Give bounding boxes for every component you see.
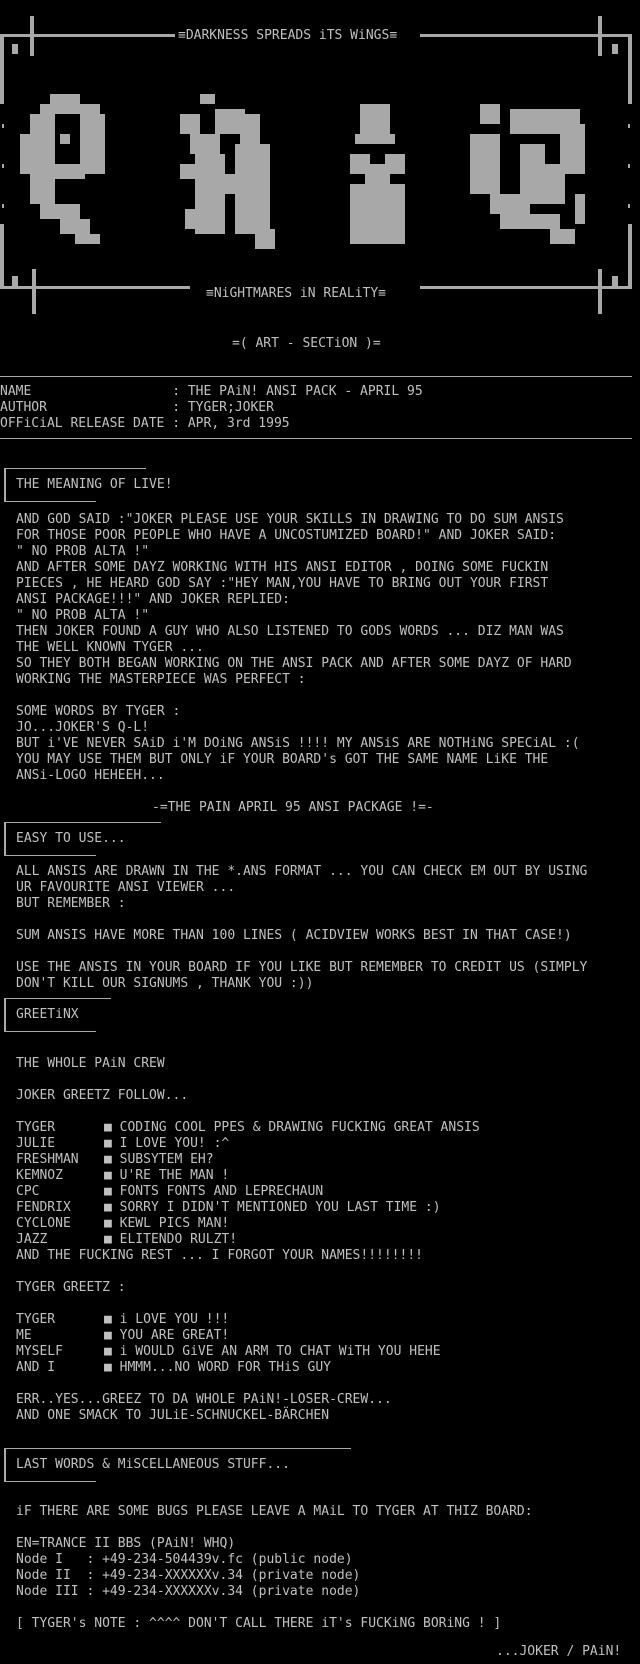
greet-msg: KEWL PICS MAN! [119,1216,230,1231]
logo-frame [0,14,632,314]
greet-row [16,1360,480,1376]
text-line: ERR..YES...GREEZ TO DA WHOLE PAiN!-LOSER-CREW... [16,1392,392,1407]
text-line: BUT REMEMBER : [16,896,126,911]
tyger-greetz-list [16,1312,480,1376]
section1-body [16,512,580,784]
greet-name: JULIE [16,1136,56,1151]
greet-msg: I LOVE YOU! :^ [119,1136,230,1151]
greet-row [16,1152,480,1168]
text-line [16,688,580,704]
section-heading: =( ART - SECTiON )= [232,336,381,351]
bullet-icon: ■ [104,1328,120,1343]
greet-name: ME [16,1328,32,1343]
greet-msg: HMMM...NO WORD FOR THiS GUY [119,1360,331,1375]
bullet-icon: ■ [104,1344,120,1359]
greet-msg: i LOVE YOU !!! [119,1312,230,1327]
letter-i [350,104,405,244]
section3-body [16,1056,480,1424]
greet-row [16,1120,480,1136]
bullet-icon: ■ [104,1360,120,1375]
greet-row [16,1216,480,1232]
info-value: : TYGER;JOKER [172,400,274,415]
joker-greetz-list [16,1120,480,1248]
letter-n [470,104,585,244]
section-title: THE MEANING OF LIVE! [16,477,173,492]
greet-row [16,1184,480,1200]
bullet-icon: ■ [104,1168,120,1183]
greet-name: JAZZ [16,1232,48,1247]
section-title: LAST WORDS & MiSCELLANEOUS STUFF... [16,1457,290,1472]
bottom-banner: ≡NiGHTMARES iN REALiTY≡ [206,286,387,301]
text-line: WORKING THE MASTERPIECE WAS PERFECT : [16,672,306,687]
text-line: BUT i'VE NEVER SAiD i'M DOiNG ANSiS !!!! MY ANSiS ARE NOTHiNG SPECiAL :( [16,736,580,751]
greet-msg: U'RE THE MAN ! [119,1168,230,1183]
greet-name: FENDRIX [16,1200,71,1215]
section-title: GREETiNX [16,1007,79,1022]
greet-row [16,1136,480,1152]
text-line: YOU MAY USE THEM BUT ONLY iF YOUR BOARD's GOT THE SAME NAME LiKE THE [16,752,549,767]
section-box-lastwords [4,1448,290,1482]
bullet-icon: ■ [104,1184,120,1199]
pain-logo-art [0,14,632,314]
node-line: Node III : +49-234-XXXXXXv.34 (private node) [16,1584,361,1599]
text-line [16,912,587,928]
letter-a [180,94,275,249]
greet-name: KEMNOZ [16,1168,63,1183]
greet-name: AND I [16,1360,56,1375]
release-info [0,384,423,432]
greet-msg: SORRY I DIDN'T MENTIONED YOU LAST TIME :) [119,1200,441,1215]
section2-body [16,864,587,992]
bullet-icon: ■ [104,1136,120,1151]
joker-rest: AND THE FUCKING REST ... I FORGOT YOUR NAMES!!!!!!!! [16,1248,423,1263]
greet-msg: SUBSYTEM EH? [119,1152,214,1167]
text-line: PIECES , HE HEARD GOD SAY :"HEY MAN,YOU HAVE TO BRING OUT YOUR FIRST [16,576,549,591]
info-value: : THE PAiN! ANSI PACK - APRIL 95 [172,384,423,399]
greet-msg: YOU ARE GREAT! [119,1328,230,1343]
bullet-icon: ■ [104,1312,120,1327]
text-line: SOME WORDS BY TYGER : [16,704,181,719]
bullet-icon: ■ [104,1152,120,1167]
divider [0,376,632,377]
section-box-greetinx [4,998,79,1032]
text-line: ANSi-LOGO HEHEEH... [16,768,165,783]
greet-name: MYSELF [16,1344,63,1359]
text-line: DON'T KILL OUR SIGNUMS , THANK YOU :)) [16,976,314,991]
greet-msg: CODING COOL PPES & DRAWING FUCKING GREAT ANSIS [119,1120,480,1135]
signature: ...JOKER / PAiN! [496,1644,622,1659]
info-row-name [0,384,423,400]
greet-row [16,1168,480,1184]
greet-msg: ELITENDO RULZT! [119,1232,238,1247]
joker-heading: JOKER GREETZ FOLLOW... [16,1088,189,1103]
bullet-icon: ■ [104,1216,120,1231]
section-title: EASY TO USE... [16,831,126,846]
tyger-heading: TYGER GREETZ : [16,1280,126,1295]
info-label: OFFiCiAL RELEASE DATE [0,416,165,431]
greet-name: CPC [16,1184,40,1199]
top-banner: ≡DARKNESS SPREADS iTS WiNGS≡ [178,28,398,43]
info-row-date [0,416,423,432]
text-line [16,944,587,960]
text-line: FOR THOSE POOR PEOPLE WHO HAVE A UNCOSTUMIZED BOARD!" AND JOKER SAID: [16,528,557,543]
node-line: Node II : +49-234-XXXXXXv.34 (private node) [16,1568,361,1583]
text-line: " NO PROB ALTA !" [16,608,150,623]
text-line: JO...JOKER'S Q-L! [16,720,150,735]
bullet-icon: ■ [104,1200,120,1215]
info-label: NAME [0,384,165,399]
greet-row [16,1200,480,1216]
node-line: EN=TRANCE II BBS (PAiN! WHQ) [16,1536,236,1551]
text-line: SUM ANSIS HAVE MORE THAN 100 LINES ( ACIDVIEW WORKS BEST IN THAT CASE!) [16,928,572,943]
info-value: : APR, 3rd 1995 [172,416,290,431]
info-row-author [0,400,423,416]
bullet-icon: ■ [104,1232,120,1247]
node-line: Node I : +49-234-504439v.fc (public node) [16,1552,353,1567]
text-line: AND GOD SAID :"JOKER PLEASE USE YOUR SKILLS IN DRAWING TO DO SUM ANSIS [16,512,564,527]
letter-p [20,94,105,244]
text-line: SO THEY BOTH BEGAN WORKING ON THE ANSI PACK AND AFTER SOME DAYZ OF HARD [16,656,572,671]
tyger-note: [ TYGER's NOTE : ^^^^ DON'T CALL THERE iT's FUCKiNG BORiNG ! ] [16,1616,502,1631]
greet-row [16,1232,480,1248]
text-line: AND AFTER SOME DAYZ WORKING WITH HIS ANSI EDITOR , DOING SOME FUCKIN [16,560,549,575]
crew-line: THE WHOLE PAiN CREW [16,1056,165,1071]
greet-name: TYGER [16,1120,56,1135]
text-line: AND ONE SMACK TO JULiE-SCHNUCKEL-BÄRCHEN [16,1408,330,1423]
greet-row [16,1328,480,1344]
greet-row [16,1344,480,1360]
bullet-icon: ■ [104,1120,120,1135]
bugs-line: iF THERE ARE SOME BUGS PLEASE LEAVE A MAiL TO TYGER AT THIZ BOARD: [16,1504,533,1519]
greet-row [16,1312,480,1328]
section-box-meaning [4,468,173,502]
greet-msg: i WOULD GiVE AN ARM TO CHAT WiTH YOU HEHE [119,1344,441,1359]
text-line: UR FAVOURITE ANSI VIEWER ... [16,880,236,895]
greet-name: CYCLONE [16,1216,71,1231]
text-line: THE WELL KNOWN TYGER ... [16,640,204,655]
text-line: ALL ANSIS ARE DRAWN IN THE *.ANS FORMAT ... YOU CAN CHECK EM OUT BY USING [16,864,588,879]
greet-name: TYGER [16,1312,56,1327]
text-line: USE THE ANSIS IN YOUR BOARD IF YOU LIKE BUT REMEMBER TO CREDIT US (SIMPLY [16,960,588,975]
section4-body [16,1504,533,1632]
greet-msg: FONTS FONTS AND LEPRECHAUN [119,1184,324,1199]
text-line: " NO PROB ALTA !" [16,544,150,559]
text-line: THEN JOKER FOUND A GUY WHO ALSO LISTENED TO GODS WORDS ... DIZ MAN WAS [16,624,564,639]
greet-name: FRESHMAN [16,1152,79,1167]
section-box-easy [4,822,126,856]
divider [0,438,632,439]
text-line: ANSI PACKAGE!!!" AND JOKER REPLIED: [16,592,290,607]
package-title: -=THE PAIN APRIL 95 ANSI PACKAGE !=- [152,800,434,815]
info-label: AUTHOR [0,400,165,415]
